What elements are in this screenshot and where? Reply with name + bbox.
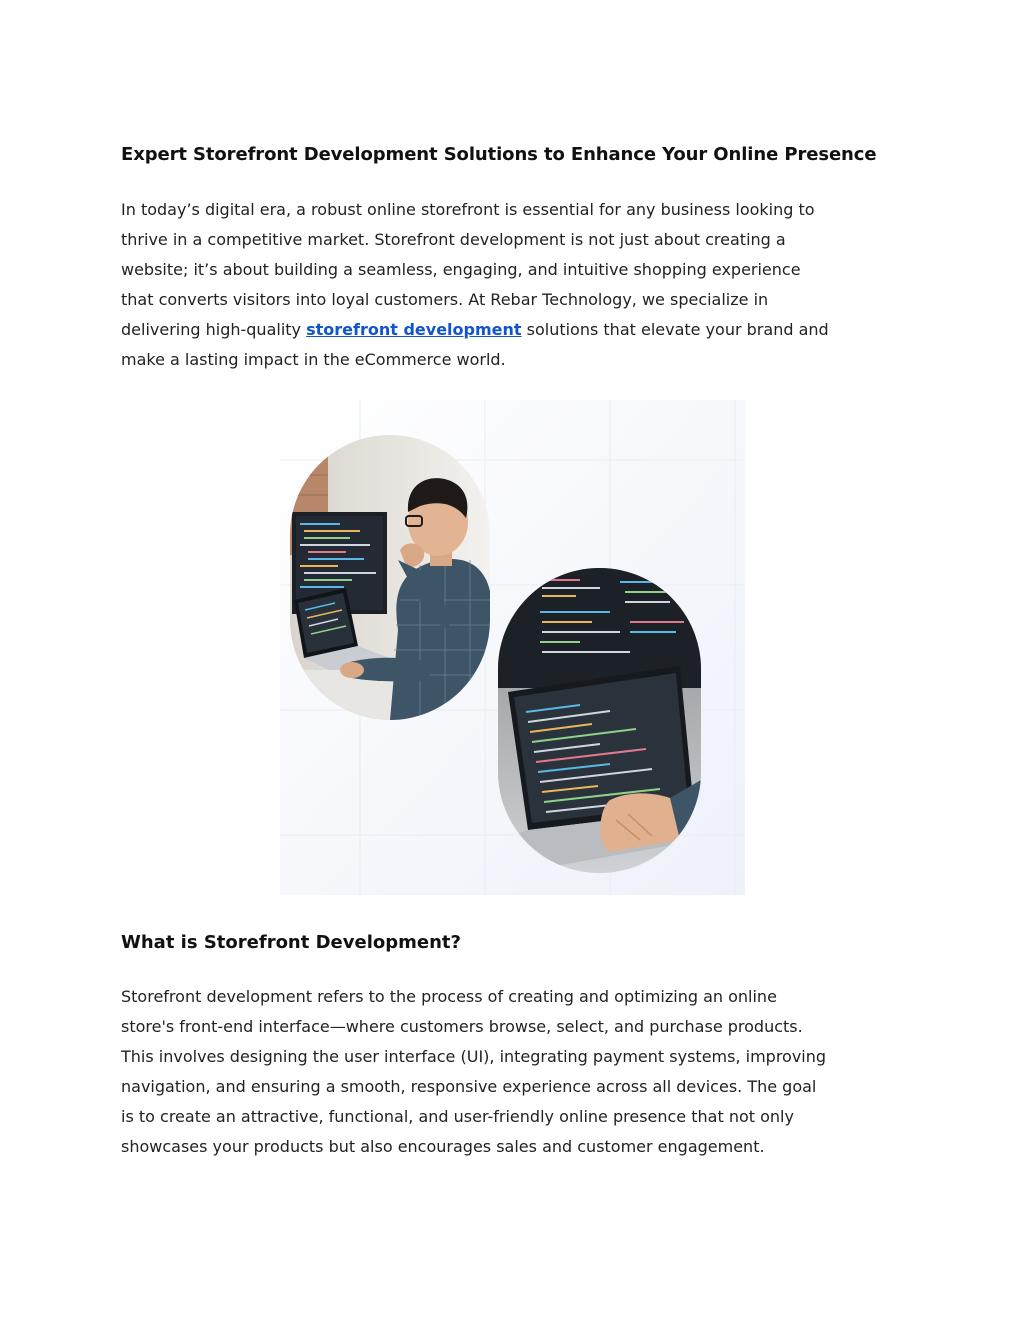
intro-text-before-link: delivering high-quality [121, 320, 307, 339]
storefront-development-link[interactable]: storefront development [306, 320, 522, 339]
section-line: store's front-end interface—where customers browse, select, and purchase products. [121, 1017, 803, 1036]
section-line: showcases your products but also encourages sales and customer engagement. [121, 1137, 765, 1156]
section-heading: What is Storefront Development? [121, 932, 461, 953]
intro-line [121, 315, 911, 345]
developer-photo [290, 435, 492, 720]
laptop-coding-photo [498, 568, 701, 873]
intro-line: make a lasting impact in the eCommerce world. [121, 350, 506, 369]
section-line: is to create an attractive, functional, and user-friendly online presence that not only [121, 1107, 794, 1126]
section-line: Storefront development refers to the process of creating and optimizing an online [121, 987, 777, 1006]
section-line: navigation, and ensuring a smooth, responsive experience across all devices. The goal [121, 1077, 817, 1096]
developers-illustration [280, 400, 745, 895]
section-line: This involves designing the user interface (UI), integrating payment systems, improving [121, 1047, 827, 1066]
section-paragraph [121, 982, 911, 1162]
intro-line: thrive in a competitive market. Storefront development is not just about creating a [121, 230, 786, 249]
intro-paragraph [121, 195, 911, 375]
intro-line: that converts visitors into loyal customers. At Rebar Technology, we specialize in [121, 290, 769, 309]
intro-line: website; it’s about building a seamless, engaging, and intuitive shopping experience [121, 260, 801, 279]
intro-line: In today’s digital era, a robust online storefront is essential for any business looking to [121, 200, 815, 219]
page-title: Expert Storefront Development Solutions to Enhance Your Online Presence [121, 144, 877, 165]
intro-text-after-link: solutions that elevate your brand and [521, 320, 829, 339]
